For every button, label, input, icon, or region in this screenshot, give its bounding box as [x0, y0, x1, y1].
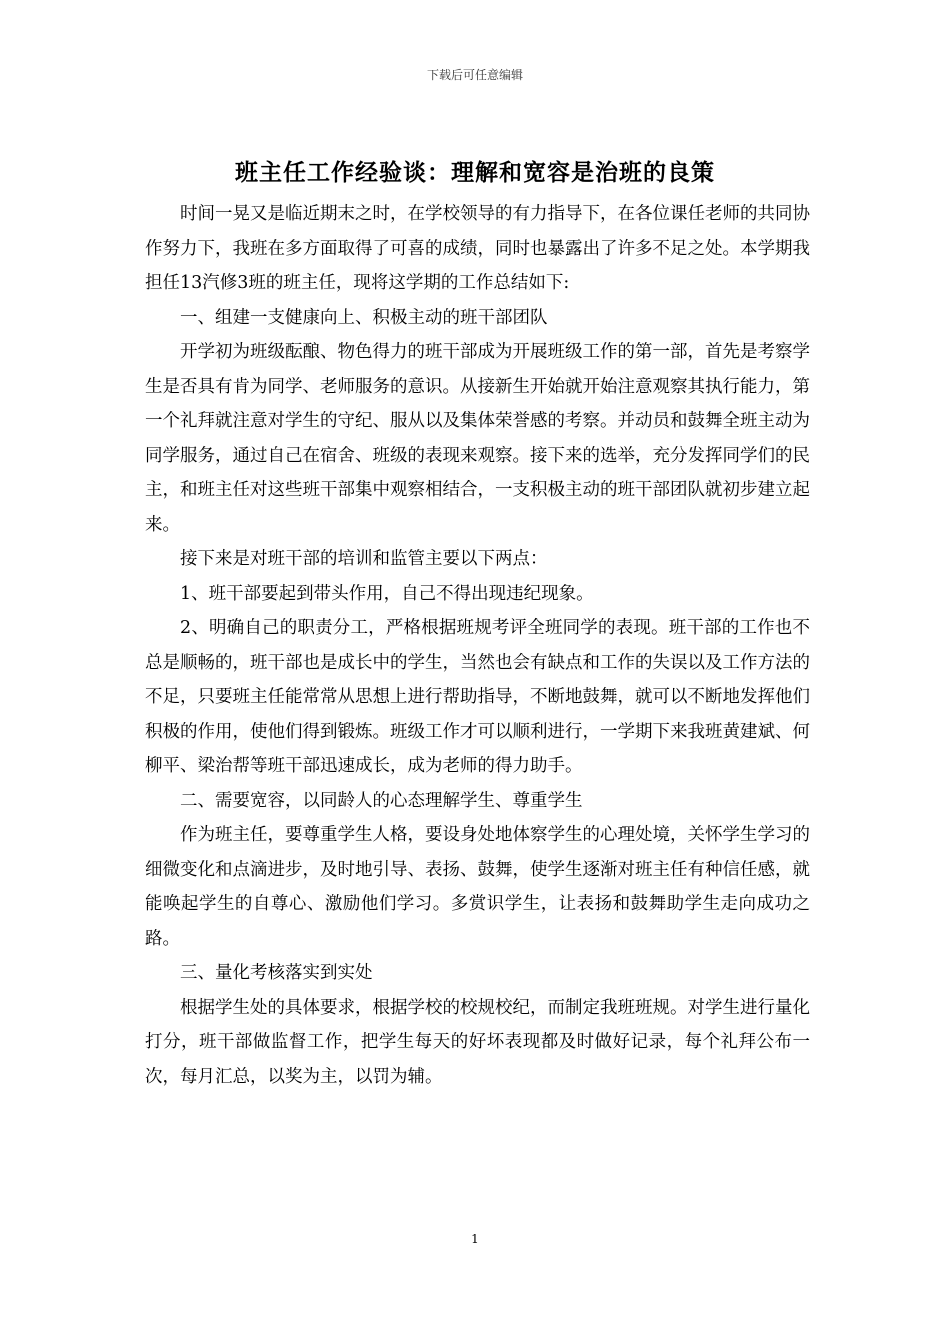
list-item: 1、班干部要起到带头作用，自己不得出现违纪现象。	[180, 583, 594, 604]
document-body	[145, 197, 810, 1094]
paragraph: 接下来是对班干部的培训和监管主要以下两点：	[180, 549, 548, 569]
section-heading-3: 三、量化考核落实到实处	[180, 963, 373, 983]
section-heading-1: 一、组建一支健康向上、积极主动的班干部团队	[180, 307, 548, 328]
paragraph-intro: 时间一晃又是临近期末之时，在学校领导的有力指导下，在各位课任老师的共同协作努力下，我班在多方面取得了可喜的成绩，同时也暴露出了许多不足之处。本学期我担任13汽修3班的班主任，现将这学期的工作总结如下:	[145, 204, 810, 293]
paragraph: 作为班主任，要尊重学生人格，要设身处地体察学生的心理处境，关怀学生学习的细微变化和点滴进步，及时地引导、表扬、鼓舞，使学生逐渐对班主任有种信任感，就能唤起学生的自尊心、激励他们学习。多赏识学生，让表扬和鼓舞助学生走向成功之路。	[145, 825, 810, 949]
page-number: 1	[471, 1232, 479, 1246]
page-header: 下载后可任意编辑	[426, 68, 523, 82]
document-title: 班主任工作经验谈：理解和宽容是治班的良策	[235, 159, 715, 186]
paragraph: 根据学生处的具体要求，根据学校的校规校纪，而制定我班班规。对学生进行量化打分，班干部做监督工作，把学生每天的好坏表现都及时做好记录，每个礼拜公布一次，每月汇总，以奖为主，以罚为辅。	[145, 997, 810, 1087]
section-heading-2: 二、需要宽容，以同龄人的心态理解学生、尊重学生	[180, 790, 583, 811]
paragraph: 开学初为班级酝酿、物色得力的班干部成为开展班级工作的第一部，首先是考察学生是否具有肯为同学、老师服务的意识。从接新生开始就开始注意观察其执行能力，第一个礼拜就注意对学生的守纪、服从以及集体荣誉感的考察。并动员和鼓舞全班主动为同学服务，通过自己在宿舍、班级的表现来观察。接下来的选举，充分发挥同学们的民主，和班主任对这些班干部集中观察相结合，一支积极主动的班干部团队就初步建立起来。	[145, 342, 810, 535]
list-item: 2、明确自己的职责分工，严格根据班规考评全班同学的表现。班干部的工作也不总是顺畅的，班干部也是成长中的学生，当然也会有缺点和工作的失误以及工作方法的不足，只要班主任能常常从思想上进行帮助指导，不断地鼓舞，就可以不断地发挥他们积极的作用，使他们得到锻炼。班级工作才可以顺利进行，一学期下来我班黄建斌、何柳平、梁治帮等班干部迅速成长，成为老师的得力助手。	[145, 618, 810, 776]
